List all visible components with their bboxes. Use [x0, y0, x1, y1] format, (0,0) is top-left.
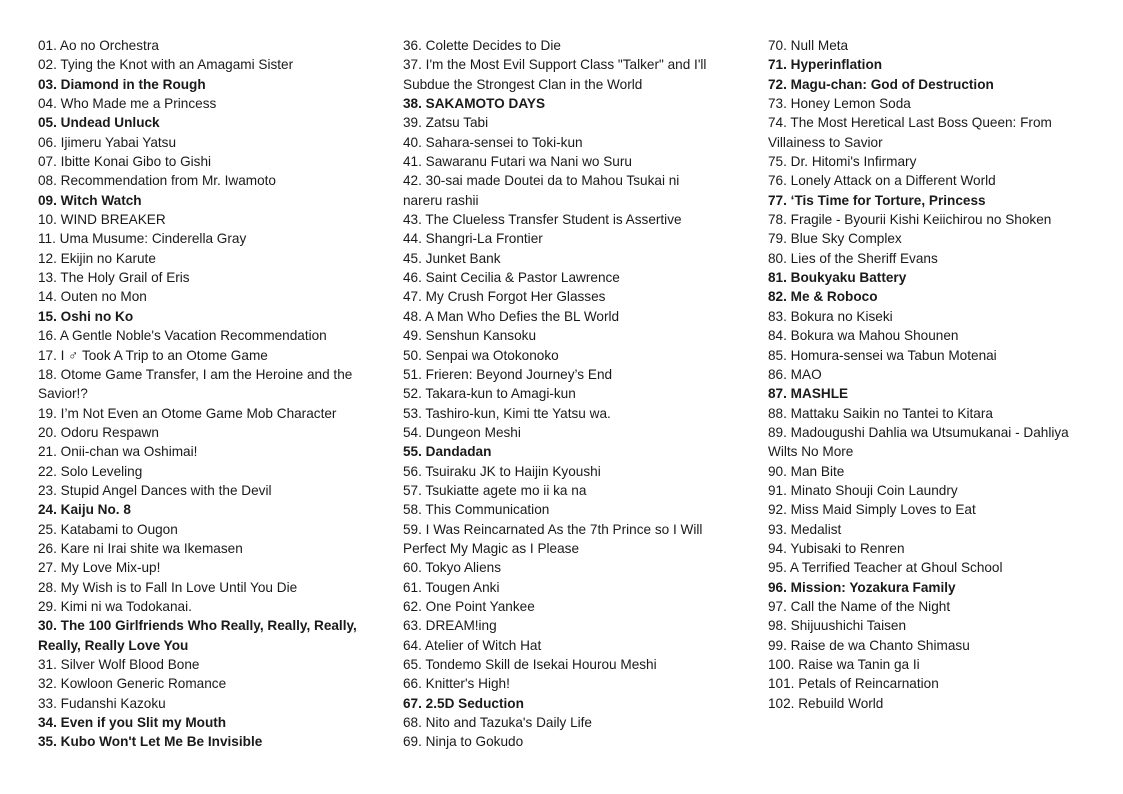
- list-item: 97. Call the Name of the Night: [768, 598, 951, 614]
- list-item: 18. Otome Game Transfer, I am the Heroine and the Savior!?: [38, 366, 353, 402]
- list-item: 82. Me & Roboco: [768, 289, 878, 305]
- list-item: 27. My Love Mix-up!: [38, 560, 161, 576]
- list-item: 17. I ♂ Took A Trip to an Otome Game: [38, 347, 268, 363]
- list-item: 61. Tougen Anki: [403, 579, 500, 595]
- list-item: 79. Blue Sky Complex: [768, 231, 902, 247]
- list-item: 45. Junket Bank: [403, 250, 501, 266]
- list-item: 43. The Clueless Transfer Student is Assertive: [403, 212, 682, 228]
- list-item: 44. Shangri-La Frontier: [403, 231, 543, 247]
- list-item: 14. Outen no Mon: [38, 289, 147, 305]
- list-item: 74. The Most Heretical Last Boss Queen: From Villainess to Savior: [768, 115, 1052, 150]
- list-item: 12. Ekijin no Karute: [38, 250, 156, 266]
- list-item: 36. Colette Decides to Die: [403, 38, 561, 53]
- list-item: 34. Even if you Slit my Mouth: [38, 715, 227, 731]
- list-item: 06. Ijimeru Yabai Yatsu: [38, 134, 177, 150]
- list-item: 58. This Communication: [403, 502, 550, 518]
- list-item: 100. Raise wa Tanin ga Ii: [768, 657, 920, 672]
- list-item: 67. 2.5D Seduction: [403, 695, 524, 711]
- list-item: 71. Hyperinflation: [768, 57, 883, 73]
- list-item: 55. Dandadan: [403, 444, 492, 460]
- list-item: 89. Madougushi Dahlia wa Utsumukanai - Dahliya Wilts No More: [768, 424, 1069, 460]
- list-item: 59. I Was Reincarnated As the 7th Prince so I Will Perfect My Magic as I Please: [403, 521, 703, 556]
- list-item: 91. Minato Shouji Coin Laundry: [768, 482, 958, 498]
- list-item: 65. Tondemo Skill de Isekai Hourou Meshi: [403, 657, 657, 672]
- list-item: 95. A Terrified Teacher at Ghoul School: [768, 560, 1003, 576]
- list-item: 02. Tying the Knot with an Amagami Sister: [38, 57, 294, 73]
- list-item: 07. Ibitte Konai Gibo to Gishi: [38, 154, 212, 170]
- list-item: 63. DREAM!ing: [403, 618, 497, 634]
- list-item: 81. Boukyaku Battery: [768, 270, 907, 286]
- list-column-1: [38, 36, 360, 752]
- list-item: 47. My Crush Forgot Her Glasses: [403, 289, 606, 305]
- list-item: 93. Medalist: [768, 521, 842, 537]
- list-item: 41. Sawaranu Futari wa Nani wo Suru: [403, 154, 632, 170]
- list-item: 13. The Holy Grail of Eris: [38, 270, 190, 286]
- list-item: 48. A Man Who Defies the BL World: [403, 308, 620, 324]
- list-item: 73. Honey Lemon Soda: [768, 96, 911, 112]
- list-item: 37. I'm the Most Evil Support Class "Talker" and I'll Subdue the Strongest Clan in the World: [403, 57, 707, 92]
- list-item: 38. SAKAMOTO DAYS: [403, 96, 546, 112]
- list-item: 10. WIND BREAKER: [38, 212, 166, 228]
- list-item: 28. My Wish is to Fall In Love Until You Die: [38, 579, 298, 595]
- list-item: 29. Kimi ni wa Todokanai.: [38, 598, 192, 614]
- list-item: 57. Tsukiatte agete mo ii ka na: [403, 482, 587, 498]
- list-item: 09. Witch Watch: [38, 192, 142, 208]
- list-item: 86. MAO: [768, 366, 822, 382]
- list-item: 85. Homura-sensei wa Tabun Motenai: [768, 347, 997, 363]
- list-item: 39. Zatsu Tabi: [403, 115, 489, 131]
- list-item: 96. Mission: Yozakura Family: [768, 579, 956, 595]
- list-item: 84. Bokura wa Mahou Shounen: [768, 328, 959, 344]
- list-item: 24. Kaiju No. 8: [38, 502, 131, 518]
- list-item: 92. Miss Maid Simply Loves to Eat: [768, 502, 976, 518]
- list-item: 68. Nito and Tazuka's Daily Life: [403, 715, 592, 731]
- list-item: 11. Uma Musume: Cinderella Gray: [38, 231, 247, 247]
- list-item: 83. Bokura no Kiseki: [768, 308, 893, 324]
- list-item: 42. 30-sai made Doutei da to Mahou Tsukai ni nareru rashii: [403, 173, 680, 208]
- list-item: 20. Odoru Respawn: [38, 424, 159, 440]
- list-item: 69. Ninja to Gokudo: [403, 734, 524, 750]
- list-item: 15. Oshi no Ko: [38, 308, 134, 324]
- list-item: 94. Yubisaki to Renren: [768, 540, 905, 556]
- list-item: 52. Takara-kun to Amagi-kun: [403, 386, 576, 402]
- list-item: 66. Knitter's High!: [403, 676, 510, 692]
- list-item: 05. Undead Unluck: [38, 115, 160, 131]
- list-item: 33. Fudanshi Kazoku: [38, 695, 166, 711]
- list-column-3: [768, 36, 1084, 713]
- list-item: 46. Saint Cecilia & Pastor Lawrence: [403, 270, 620, 286]
- list-item: 16. A Gentle Noble's Vacation Recommendation: [38, 328, 327, 344]
- list-item: 04. Who Made me a Princess: [38, 96, 217, 112]
- list-item: 77. ‘Tis Time for Torture, Princess: [768, 192, 986, 208]
- list-item: 25. Katabami to Ougon: [38, 521, 178, 537]
- list-item: 31. Silver Wolf Blood Bone: [38, 657, 200, 672]
- list-item: 101. Petals of Reincarnation: [768, 676, 939, 692]
- list-item: 78. Fragile - Byourii Kishi Keiichirou no Shoken: [768, 212, 1052, 228]
- list-item: 64. Atelier of Witch Hat: [403, 637, 542, 653]
- list-item: 98. Shijuushichi Taisen: [768, 618, 907, 634]
- list-item: 99. Raise de wa Chanto Shimasu: [768, 637, 970, 653]
- list-item: 21. Onii-chan wa Oshimai!: [38, 444, 198, 460]
- list-item: 53. Tashiro-kun, Kimi tte Yatsu wa.: [403, 405, 611, 421]
- list-item: 22. Solo Leveling: [38, 463, 143, 479]
- list-item: 62. One Point Yankee: [403, 598, 535, 614]
- list-item: 08. Recommendation from Mr. Iwamoto: [38, 173, 276, 189]
- list-item: 26. Kare ni Irai shite wa Ikemasen: [38, 540, 243, 556]
- list-item: 88. Mattaku Saikin no Tantei to Kitara: [768, 405, 993, 421]
- list-column-2: [403, 36, 721, 752]
- list-item: 76. Lonely Attack on a Different World: [768, 173, 996, 189]
- list-item: 32. Kowloon Generic Romance: [38, 676, 227, 692]
- list-item: 01. Ao no Orchestra: [38, 38, 159, 53]
- list-item: 23. Stupid Angel Dances with the Devil: [38, 482, 272, 498]
- list-item: 102. Rebuild World: [768, 695, 884, 711]
- list-item: 51. Frieren: Beyond Journey’s End: [403, 366, 613, 382]
- list-item: 50. Senpai wa Otokonoko: [403, 347, 559, 363]
- list-item: 35. Kubo Won't Let Me Be Invisible: [38, 734, 263, 750]
- list-item: 03. Diamond in the Rough: [38, 76, 206, 92]
- list-item: 80. Lies of the Sheriff Evans: [768, 250, 938, 266]
- list-item: 75. Dr. Hitomi's Infirmary: [768, 154, 917, 170]
- list-item: 56. Tsuiraku JK to Haijin Kyoushi: [403, 463, 601, 479]
- list-item: 70. Null Meta: [768, 38, 849, 53]
- list-item: 72. Magu-chan: God of Destruction: [768, 76, 994, 92]
- list-item: 19. I’m Not Even an Otome Game Mob Character: [38, 405, 337, 421]
- list-item: 49. Senshun Kansoku: [403, 328, 537, 344]
- list-item: 87. MASHLE: [768, 386, 849, 402]
- list-item: 54. Dungeon Meshi: [403, 424, 521, 440]
- list-item: 90. Man Bite: [768, 463, 845, 479]
- list-item: 60. Tokyo Aliens: [403, 560, 501, 576]
- list-item: 30. The 100 Girlfriends Who Really, Really, Really, Really, Really Love You: [38, 618, 357, 653]
- list-item: 40. Sahara-sensei to Toki-kun: [403, 134, 583, 150]
